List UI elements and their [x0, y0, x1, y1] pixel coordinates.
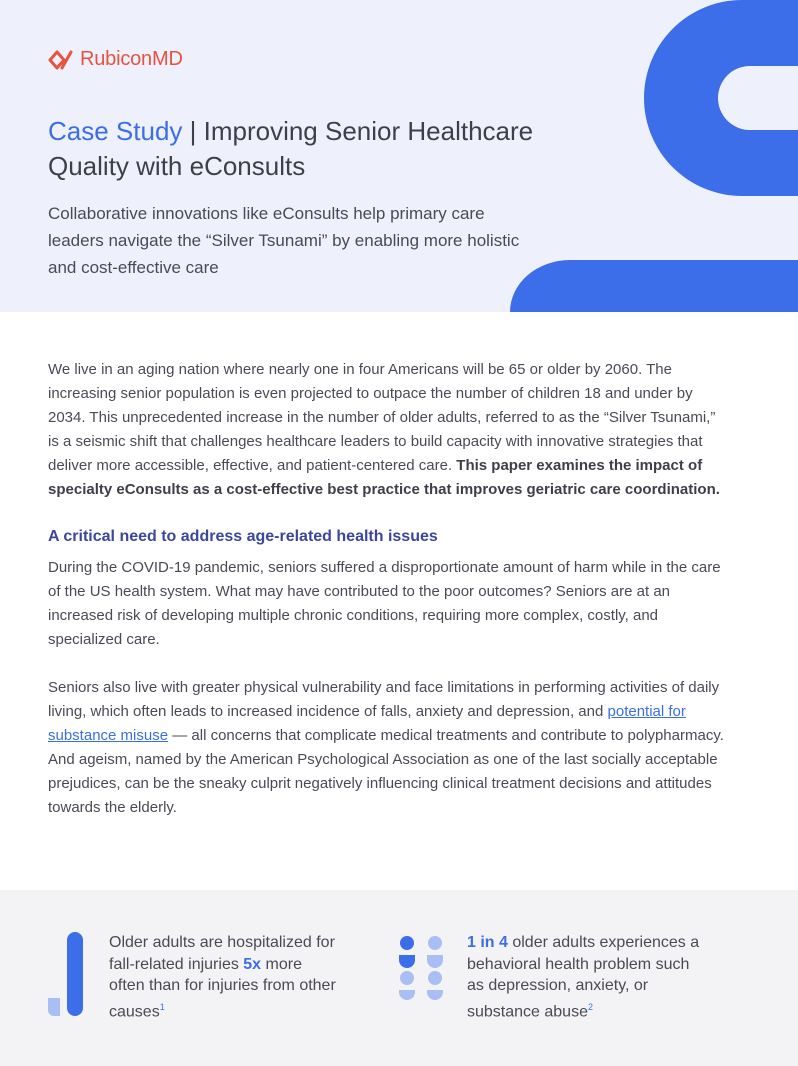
stat-falls	[48, 932, 348, 1022]
article-body	[48, 358, 728, 820]
stat-behavioral-highlight: 1 in 4	[467, 934, 508, 951]
intro-text: We live in an aging nation where nearly one in four Americans will be 65 or older by 2060. The increasing senior population is even projected to outpace the number of children 18 and under by 2034. This unprecedented increase in the number of older adults, referred to as the “Silver Tsunami,” is a seismic shift that challenges healthcare leaders to build capacity with innovative strategies that deliver more accessible, effective, and patient-centered care.	[48, 361, 716, 474]
title-rest: Improving Senior Healthcare Quality with eConsults	[48, 116, 534, 181]
page-subtitle: Collaborative innovations like eConsults help primary care leaders navigate the “Silver Tsunami” by enabling more holistic and cost-effective care	[48, 204, 520, 277]
logo-text: RubiconMD	[80, 48, 183, 70]
stat-behavioral-text	[467, 932, 707, 1022]
intro-paragraph	[48, 358, 728, 502]
people-icon	[398, 936, 446, 1000]
para2-end: — all concerns that complicate medical treatments and contribute to polypharmacy. And ageism, named by the American Psychological Association as one of the last socially acceptable prejudices, can be the sneaky culprit negatively influencing clinical treatment decisions and attitudes towards the elderly.	[48, 727, 724, 816]
substance-misuse-link[interactable]: potential for substance misuse	[48, 703, 686, 744]
title-accent: Case Study	[48, 116, 183, 146]
title-separator: |	[182, 116, 204, 146]
stat-behavioral	[398, 932, 718, 1022]
rubiconmd-logo-icon	[48, 49, 74, 71]
para2-start: Seniors also live with greater physical vulnerability and face limitations in performing activities of daily living, which often leads to increased incidence of falls, anxiety and depression, and	[48, 679, 720, 720]
stat-falls-post: more often than for injuries from other causes	[109, 955, 336, 1020]
section-heading: A critical need to address age-related health issues	[48, 528, 438, 545]
stat-falls-text	[109, 932, 339, 1022]
footnote-2: 2	[587, 1001, 593, 1012]
stat-falls-highlight: 5x	[243, 955, 262, 973]
stat-behavioral-post: older adults experiences a behavioral health problem such as depression, anxiety, or substance abuse	[467, 934, 700, 1020]
page-title	[48, 114, 608, 184]
stat-falls-pre: Older adults are hospitalized for fall-related injuries	[109, 934, 335, 973]
fall-icon	[48, 932, 84, 1016]
footnote-1: 1	[159, 1001, 165, 1012]
intro-bold-text: This paper examines the impact of specialty eConsults as a cost-effective best practice that improves geriatric care coordination.	[48, 457, 720, 498]
logo	[48, 48, 183, 71]
stats-panel	[0, 890, 798, 1066]
section-paragraph-1: During the COVID-19 pandemic, seniors suffered a disproportionate amount of harm while in the care of the US health system. What may have contributed to the poor outcomes? Seniors are at an increased risk of developing multiple chronic conditions, requiring more complex, costly, and specialized care.	[48, 559, 721, 648]
section-paragraph-2	[48, 676, 728, 820]
hero-banner	[0, 0, 798, 312]
